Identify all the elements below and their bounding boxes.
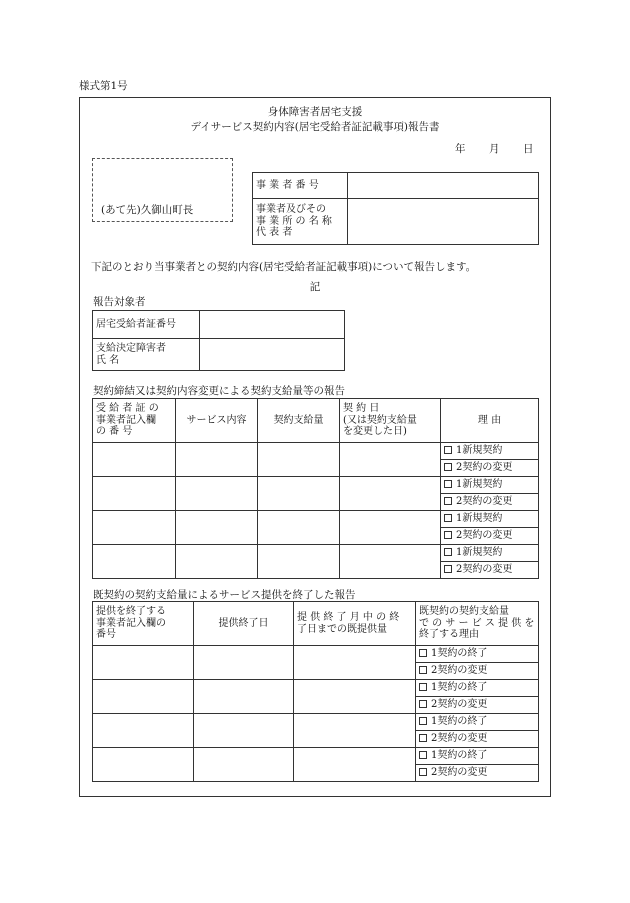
- cert-number-label: 居宅受給者証番号: [93, 311, 200, 339]
- contract-col-date: [340, 399, 441, 443]
- intro-text: 下記のとおり当事業者との契約内容(居宅受給者証記載事項)について報告します。: [91, 261, 477, 273]
- end-date-cell[interactable]: [194, 748, 294, 782]
- provider-name-label-line-2: 事 業 所 の 名 称: [256, 215, 332, 227]
- contract-service-cell[interactable]: [176, 545, 258, 579]
- contract-col-service: サービス内容: [176, 399, 258, 443]
- option-contract-end[interactable]: [416, 714, 539, 731]
- recipient-name-label-line-1: 支給決定障害者: [96, 343, 166, 354]
- checkbox-icon[interactable]: [419, 768, 427, 776]
- contract-table: [92, 398, 539, 579]
- checkbox-icon[interactable]: [419, 751, 427, 759]
- option-label: 1新規契約: [456, 547, 503, 559]
- contract-row: [93, 511, 539, 528]
- contract-col-date-line-1: 契 約 日: [343, 403, 380, 415]
- option-label: 2契約の変更: [456, 462, 513, 474]
- contract-amount-cell[interactable]: [258, 511, 340, 545]
- provider-table: [252, 172, 539, 245]
- end-col-entry: [93, 602, 194, 646]
- end-entry-cell[interactable]: [93, 714, 194, 748]
- provider-name-label: [253, 199, 348, 245]
- recipient-name-label-line-2: 氏 名: [96, 354, 120, 366]
- provider-name-label-line-1: 事業者及びその: [256, 204, 326, 216]
- option-contract-end[interactable]: [416, 680, 539, 697]
- option-contract-change[interactable]: [416, 663, 539, 680]
- end-col-used-line-2: 了日までの既提供量: [297, 623, 387, 635]
- checkbox-icon[interactable]: [419, 649, 427, 657]
- checkbox-icon[interactable]: [419, 717, 427, 725]
- recipient-name-label: [93, 339, 200, 371]
- contract-service-cell[interactable]: [176, 477, 258, 511]
- end-row: [93, 714, 539, 731]
- option-contract-change[interactable]: [441, 562, 539, 579]
- checkbox-icon[interactable]: [444, 514, 452, 522]
- subject-table: [92, 310, 345, 371]
- contract-col-amount: 契約支給量: [258, 399, 340, 443]
- option-label: 2契約の変更: [431, 767, 488, 779]
- contract-col-entry: [93, 399, 176, 443]
- option-contract-end[interactable]: [416, 646, 539, 663]
- date-year: 年: [455, 143, 466, 155]
- option-contract-change[interactable]: [416, 697, 539, 714]
- date-month: 月: [489, 143, 500, 155]
- recipient-name-field[interactable]: [200, 339, 345, 371]
- checkbox-icon[interactable]: [444, 497, 452, 505]
- checkbox-icon[interactable]: [419, 683, 427, 691]
- contract-entry-cell[interactable]: [93, 511, 176, 545]
- end-entry-cell[interactable]: [93, 646, 194, 680]
- option-label: 1契約の終了: [431, 648, 488, 660]
- contract-entry-cell[interactable]: [93, 477, 176, 511]
- option-label: 2契約の変更: [456, 530, 513, 542]
- contract-row: [93, 443, 539, 460]
- contract-entry-cell[interactable]: [93, 545, 176, 579]
- end-entry-cell[interactable]: [93, 748, 194, 782]
- addressee: (あて先)久御山町長: [101, 204, 194, 216]
- checkbox-icon[interactable]: [444, 446, 452, 454]
- contract-row: [93, 545, 539, 562]
- end-col-used-line-1: 提 供 終 了 月 中 の 終: [297, 612, 400, 623]
- option-contract-change[interactable]: [441, 494, 539, 511]
- end-used-cell[interactable]: [294, 646, 416, 680]
- provider-number-field[interactable]: [348, 173, 539, 199]
- option-label: 1新規契約: [456, 445, 503, 457]
- subject-heading: 報告対象者: [93, 296, 146, 308]
- contract-service-cell[interactable]: [176, 443, 258, 477]
- end-row: [93, 748, 539, 765]
- contract-col-reason: 理 由: [441, 399, 539, 443]
- date-day: 日: [523, 143, 534, 155]
- option-new-contract[interactable]: [441, 477, 539, 494]
- checkbox-icon[interactable]: [419, 666, 427, 674]
- form-number: 様式第1号: [79, 80, 128, 92]
- contract-amount-cell[interactable]: [258, 477, 340, 511]
- cert-number-field[interactable]: [200, 311, 345, 339]
- provider-name-field[interactable]: [348, 199, 539, 245]
- checkbox-icon[interactable]: [444, 531, 452, 539]
- option-contract-change[interactable]: [416, 731, 539, 748]
- option-contract-end[interactable]: [416, 748, 539, 765]
- end-date-cell[interactable]: [194, 714, 294, 748]
- end-row: [93, 680, 539, 697]
- contract-date-cell[interactable]: [340, 511, 441, 545]
- option-label: 1契約の終了: [431, 750, 488, 762]
- end-entry-cell[interactable]: [93, 680, 194, 714]
- contract-col-entry-line-3: の 番 号: [96, 426, 133, 438]
- checkbox-icon[interactable]: [444, 548, 452, 556]
- checkbox-icon[interactable]: [419, 700, 427, 708]
- provider-name-label-line-3: 代 表 者: [256, 227, 293, 239]
- end-used-cell[interactable]: [294, 714, 416, 748]
- end-col-reason-line-1: 既契約の契約支給量: [419, 606, 509, 618]
- contract-heading: 契約締結又は契約内容変更による契約支給量等の報告: [93, 385, 345, 397]
- contract-col-date-line-2: (又は契約支給量: [343, 414, 417, 426]
- contract-row: [93, 477, 539, 494]
- option-contract-change[interactable]: [441, 528, 539, 545]
- contract-col-date-line-3: を変更した日): [343, 426, 407, 438]
- contract-service-cell[interactable]: [176, 511, 258, 545]
- end-heading: 既契約の契約支給量によるサービス提供を終了した報告: [93, 589, 356, 601]
- option-contract-change[interactable]: [441, 460, 539, 477]
- end-col-end-date: 提供終了日: [194, 602, 294, 646]
- option-new-contract[interactable]: [441, 443, 539, 460]
- checkbox-icon[interactable]: [419, 734, 427, 742]
- end-col-reason: [416, 602, 539, 646]
- contract-date-cell[interactable]: [340, 477, 441, 511]
- end-date-cell[interactable]: [194, 646, 294, 680]
- end-col-entry-line-1: 提供を終了する: [96, 606, 166, 618]
- title-line-2: デイサービス契約内容(居宅受給者証記載事項)報告書: [190, 121, 440, 133]
- option-label: 1新規契約: [456, 513, 503, 525]
- end-row: [93, 646, 539, 663]
- end-col-reason-line-3: 終了する理由: [419, 629, 479, 641]
- option-label: 2契約の変更: [456, 564, 513, 576]
- contract-amount-cell[interactable]: [258, 545, 340, 579]
- end-date-cell[interactable]: [194, 680, 294, 714]
- option-new-contract[interactable]: [441, 511, 539, 528]
- contract-date-cell[interactable]: [340, 545, 441, 579]
- option-label: 2契約の変更: [431, 733, 488, 745]
- ki-mark: 記: [309, 281, 321, 293]
- end-used-cell[interactable]: [294, 748, 416, 782]
- provider-number-label: 事 業 者 番 号: [253, 173, 348, 199]
- option-new-contract[interactable]: [441, 545, 539, 562]
- contract-col-entry-line-2: 事業者記入欄: [96, 414, 156, 426]
- option-label: 2契約の変更: [431, 665, 488, 677]
- option-label: 2契約の変更: [431, 699, 488, 711]
- end-col-used: [294, 602, 416, 646]
- checkbox-icon[interactable]: [444, 480, 452, 488]
- contract-col-entry-line-1: 受 給 者 証 の: [96, 403, 159, 415]
- option-label: 1新規契約: [456, 479, 503, 491]
- option-label: 1契約の終了: [431, 716, 488, 728]
- checkbox-icon[interactable]: [444, 463, 452, 471]
- contract-date-cell[interactable]: [340, 443, 441, 477]
- option-contract-change[interactable]: [416, 765, 539, 782]
- end-table: [92, 601, 539, 782]
- end-used-cell[interactable]: [294, 680, 416, 714]
- option-label: 1契約の終了: [431, 682, 488, 694]
- checkbox-icon[interactable]: [444, 565, 452, 573]
- end-col-entry-line-3: 番号: [96, 629, 116, 641]
- end-col-entry-line-2: 事業者記入欄の: [96, 617, 166, 629]
- option-label: 2契約の変更: [456, 496, 513, 508]
- contract-amount-cell[interactable]: [258, 443, 340, 477]
- title-line-1: 身体障害者居宅支援: [267, 106, 363, 118]
- contract-entry-cell[interactable]: [93, 443, 176, 477]
- end-col-reason-line-2: で の サ ー ビ ス 提 供 を: [419, 617, 535, 629]
